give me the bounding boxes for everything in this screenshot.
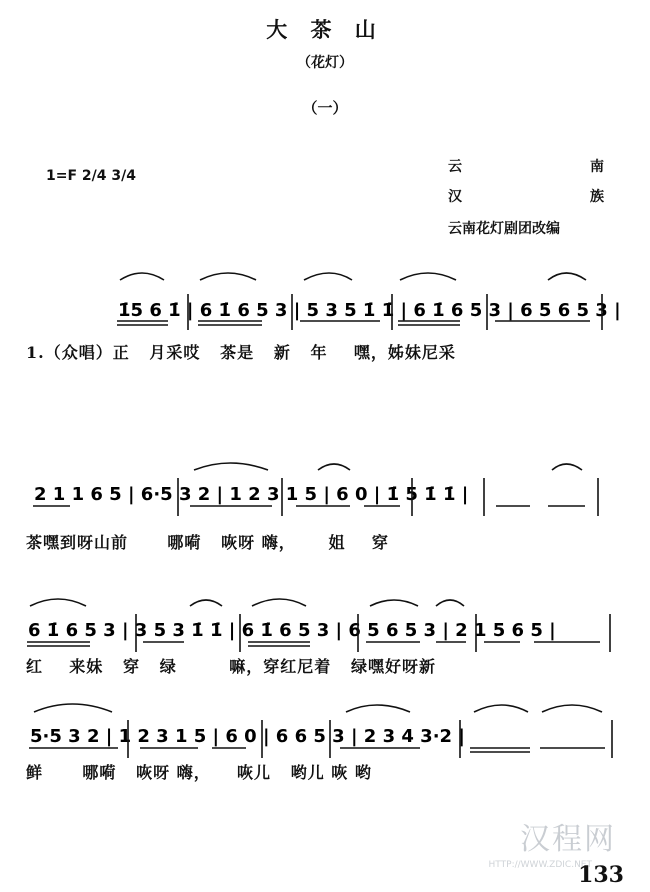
credit-text: 族 xyxy=(590,189,604,205)
watermark-url: HTTP://WWW.ZDIC.NET xyxy=(488,860,592,870)
page-title: 大 茶 山 xyxy=(266,17,384,42)
page-number: 133 xyxy=(578,862,624,888)
section-number: （一） xyxy=(302,99,348,117)
key-signature: 1=F 2/4 3/4 xyxy=(46,168,136,184)
credit-text: 汉 xyxy=(448,189,462,205)
lyrics-line-3: 红 来妹 穿 绿 嘛，穿红尼着 绿嘿好呀新 xyxy=(26,657,436,676)
watermark-logo: 汉程网 xyxy=(520,822,616,857)
notation-notes: 6 1̇ 6 5 3 | 3 5 3 1̇ 1̇ | 6 1̇ 6 5 3 | 6 5 6 5 3 | 2 1 5 6 5 | xyxy=(28,620,556,641)
notation-system-1 xyxy=(0,268,650,348)
lyrics-line-1: 1.（众唱）正 月采哎 茶是 新 年 嘿，姊妹尼采 xyxy=(26,343,456,362)
lyrics-line-2: 茶嘿到呀山前 哪嗬 咴呀 嗨， 姐 穿 xyxy=(26,533,389,552)
lyrics-line-4: 鲜 哪嗬 咴呀 嗨， 咴儿 哟儿 咴 哟 xyxy=(26,763,372,782)
staff-svg xyxy=(0,268,650,348)
credit-line-ethnicity xyxy=(448,186,604,206)
notation-notes: 5·5 3 2 | 1 2 3 1 5 | 6 0 | 6 6 5 3 | 2 3 4 3·2 | xyxy=(30,726,465,747)
notation-system-2 xyxy=(0,460,650,540)
notation-notes: 2 1 1 6 5 | 6·5 3 2 | 1 2 3 1 5 | 6 0 | 1̇ 5 1̇ 1̇ | xyxy=(34,484,469,505)
page-subtitle: （花灯） xyxy=(297,55,353,71)
credit-line-province xyxy=(448,156,604,176)
credit-arranger: 云南花灯剧团改编 xyxy=(448,221,560,237)
staff-svg xyxy=(0,460,650,540)
credit-text: 南 xyxy=(590,159,604,175)
notation-notes: 1̇5 6 1̇ | 6 1̇ 6 5 3 | 5 3 5 1̇ 1̇ | 6 1̇ 6 5 3 | 6 5 6 5 3 | xyxy=(118,300,621,321)
credit-text: 云 xyxy=(448,159,462,175)
